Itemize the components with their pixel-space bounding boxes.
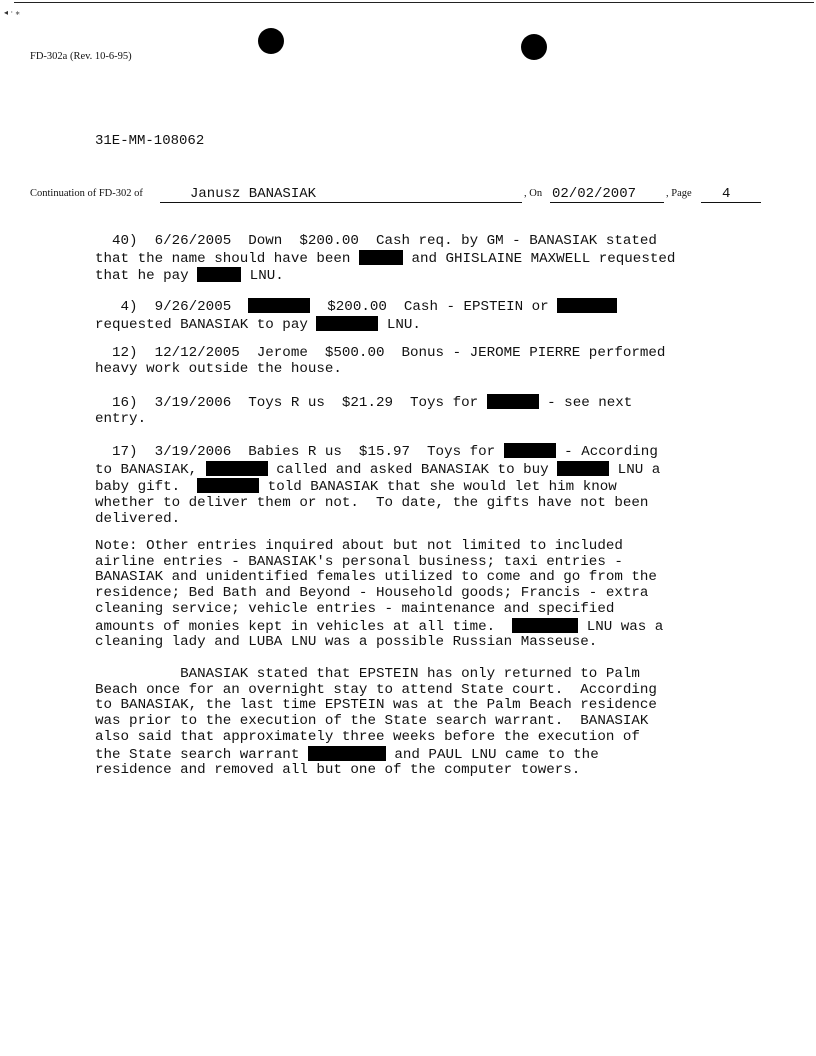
text-line (95, 362, 755, 378)
text-line (95, 746, 755, 764)
subject-underline (160, 202, 522, 203)
text-line (95, 602, 755, 618)
text-run: residence; Bed Bath and Beyond - Household goods; Francis - extra (95, 585, 649, 602)
subject-name: Janusz BANASIAK (190, 186, 317, 202)
text-run: 4) 9/26/2005 (95, 299, 249, 315)
text-run: delivered. (95, 510, 181, 527)
text-run: told BANASIAK that she would let him know (259, 479, 617, 496)
text-run: and PAUL LNU came to the (385, 746, 599, 763)
text-run: LNU. (241, 268, 284, 285)
redaction-box (308, 746, 386, 761)
text-line (95, 555, 755, 571)
redaction-box (512, 618, 578, 633)
text-line (95, 512, 755, 528)
text-run: $200.00 Cash - EPSTEIN or (310, 299, 558, 315)
text-run: cleaning lady and LUBA LNU was a possible Russian Masseuse. (95, 634, 598, 651)
text-run: entry. (95, 410, 147, 427)
text-line (95, 461, 755, 479)
text-run: 17) 3/19/2006 Babies R us $15.97 Toys for (95, 444, 504, 460)
redaction-box (504, 443, 556, 458)
continuation-label: Continuation of FD-302 of (30, 188, 143, 199)
text-run: the State search warrant (95, 746, 308, 763)
text-run: requested BANASIAK to pay (95, 316, 317, 333)
file-number: 31E-MM-108062 (95, 133, 205, 149)
text-line (95, 267, 755, 285)
text-run: cleaning service; vehicle entries - maintenance and specified (95, 600, 615, 617)
text-line (95, 346, 755, 362)
text-run: heavy work outside the house. (95, 360, 342, 377)
narrative-paragraph (95, 667, 755, 779)
text-run: 12) 12/12/2005 Jerome $500.00 Bonus - JEROME PIERRE performed (95, 345, 666, 361)
text-run: also said that approximately three weeks before the execution of (95, 728, 640, 745)
punch-hole-right (521, 34, 547, 60)
form-id: FD-302a (Rev. 10-6-95) (30, 51, 132, 62)
text-line (95, 763, 755, 779)
text-line (95, 394, 755, 412)
text-run: BANASIAK and unidentified females utilized to come and go from the (95, 569, 657, 586)
text-run: LNU a (609, 461, 661, 478)
redaction-box (316, 316, 378, 331)
text-line (95, 714, 755, 730)
text-line (95, 667, 755, 683)
text-run: to BANASIAK, (95, 461, 206, 478)
text-run: whether to deliver them or not. To date, the gifts have not been (95, 495, 649, 512)
text-line (95, 539, 755, 555)
text-line (95, 478, 755, 496)
redaction-box (248, 298, 310, 313)
text-run: that he pay (95, 268, 198, 285)
text-line (95, 698, 755, 714)
note-paragraph (95, 539, 755, 651)
punch-hole-left (258, 28, 284, 54)
text-line (95, 250, 755, 268)
entry-paragraph (95, 394, 755, 427)
redaction-box (359, 250, 403, 265)
text-line (95, 586, 755, 602)
date-underline (550, 202, 664, 203)
text-line (95, 443, 755, 461)
redaction-box (487, 394, 539, 409)
text-run: LNU. (378, 316, 421, 333)
redaction-box (206, 461, 268, 476)
on-label: , On (524, 188, 543, 199)
redaction-box (197, 267, 241, 282)
text-run: LNU was a (578, 618, 664, 635)
entry-paragraph (95, 346, 755, 377)
text-run: baby gift. (95, 479, 198, 496)
text-run: 40) 6/26/2005 Down $200.00 Cash req. by GM - BANASIAK stated (95, 233, 657, 249)
text-line (95, 683, 755, 699)
text-run: airline entries - BANASIAK's personal business; taxi entries - (95, 553, 623, 570)
redaction-box (557, 298, 617, 313)
text-run: was prior to the execution of the State search warrant. BANASIAK (95, 713, 649, 730)
text-line (95, 618, 755, 636)
text-run: called and asked BANASIAK to buy (267, 461, 558, 478)
text-line (95, 730, 755, 746)
text-run: amounts of monies kept in vehicles at all time. (95, 618, 513, 635)
page-underline (701, 202, 761, 203)
text-line (95, 316, 755, 334)
text-run: to BANASIAK, the last time EPSTEIN was at the Palm Beach residence (95, 697, 657, 714)
continuation-line (30, 186, 770, 206)
text-run: residence and removed all but one of the computer towers. (95, 762, 581, 779)
page-number: 4 (722, 186, 731, 202)
redaction-box (557, 461, 609, 476)
text-line (95, 496, 755, 512)
interview-date: 02/02/2007 (552, 186, 637, 202)
text-line (95, 298, 755, 316)
text-run: - According (555, 444, 658, 460)
entry-paragraph (95, 234, 755, 285)
redaction-box (197, 478, 259, 493)
entry-paragraph (95, 298, 755, 333)
text-run: and GHISLAINE MAXWELL requested (402, 250, 676, 267)
scan-marks: ◂ · ⁎ (4, 8, 20, 17)
text-line (95, 570, 755, 586)
text-line (95, 412, 755, 428)
text-run: BANASIAK stated that EPSTEIN has only returned to Palm (95, 666, 640, 682)
text-run: that the name should have been (95, 250, 359, 267)
text-run: Note: Other entries inquired about but not limited to included (95, 538, 623, 554)
text-line (95, 635, 755, 651)
entry-paragraph (95, 443, 755, 528)
text-run: Beach once for an overnight stay to attend State court. According (95, 681, 657, 698)
text-run: 16) 3/19/2006 Toys R us $21.29 Toys for (95, 395, 487, 411)
top-border-line (14, 2, 814, 3)
page-label: , Page (666, 188, 692, 199)
text-line (95, 234, 755, 250)
text-run: - see next (538, 395, 633, 411)
